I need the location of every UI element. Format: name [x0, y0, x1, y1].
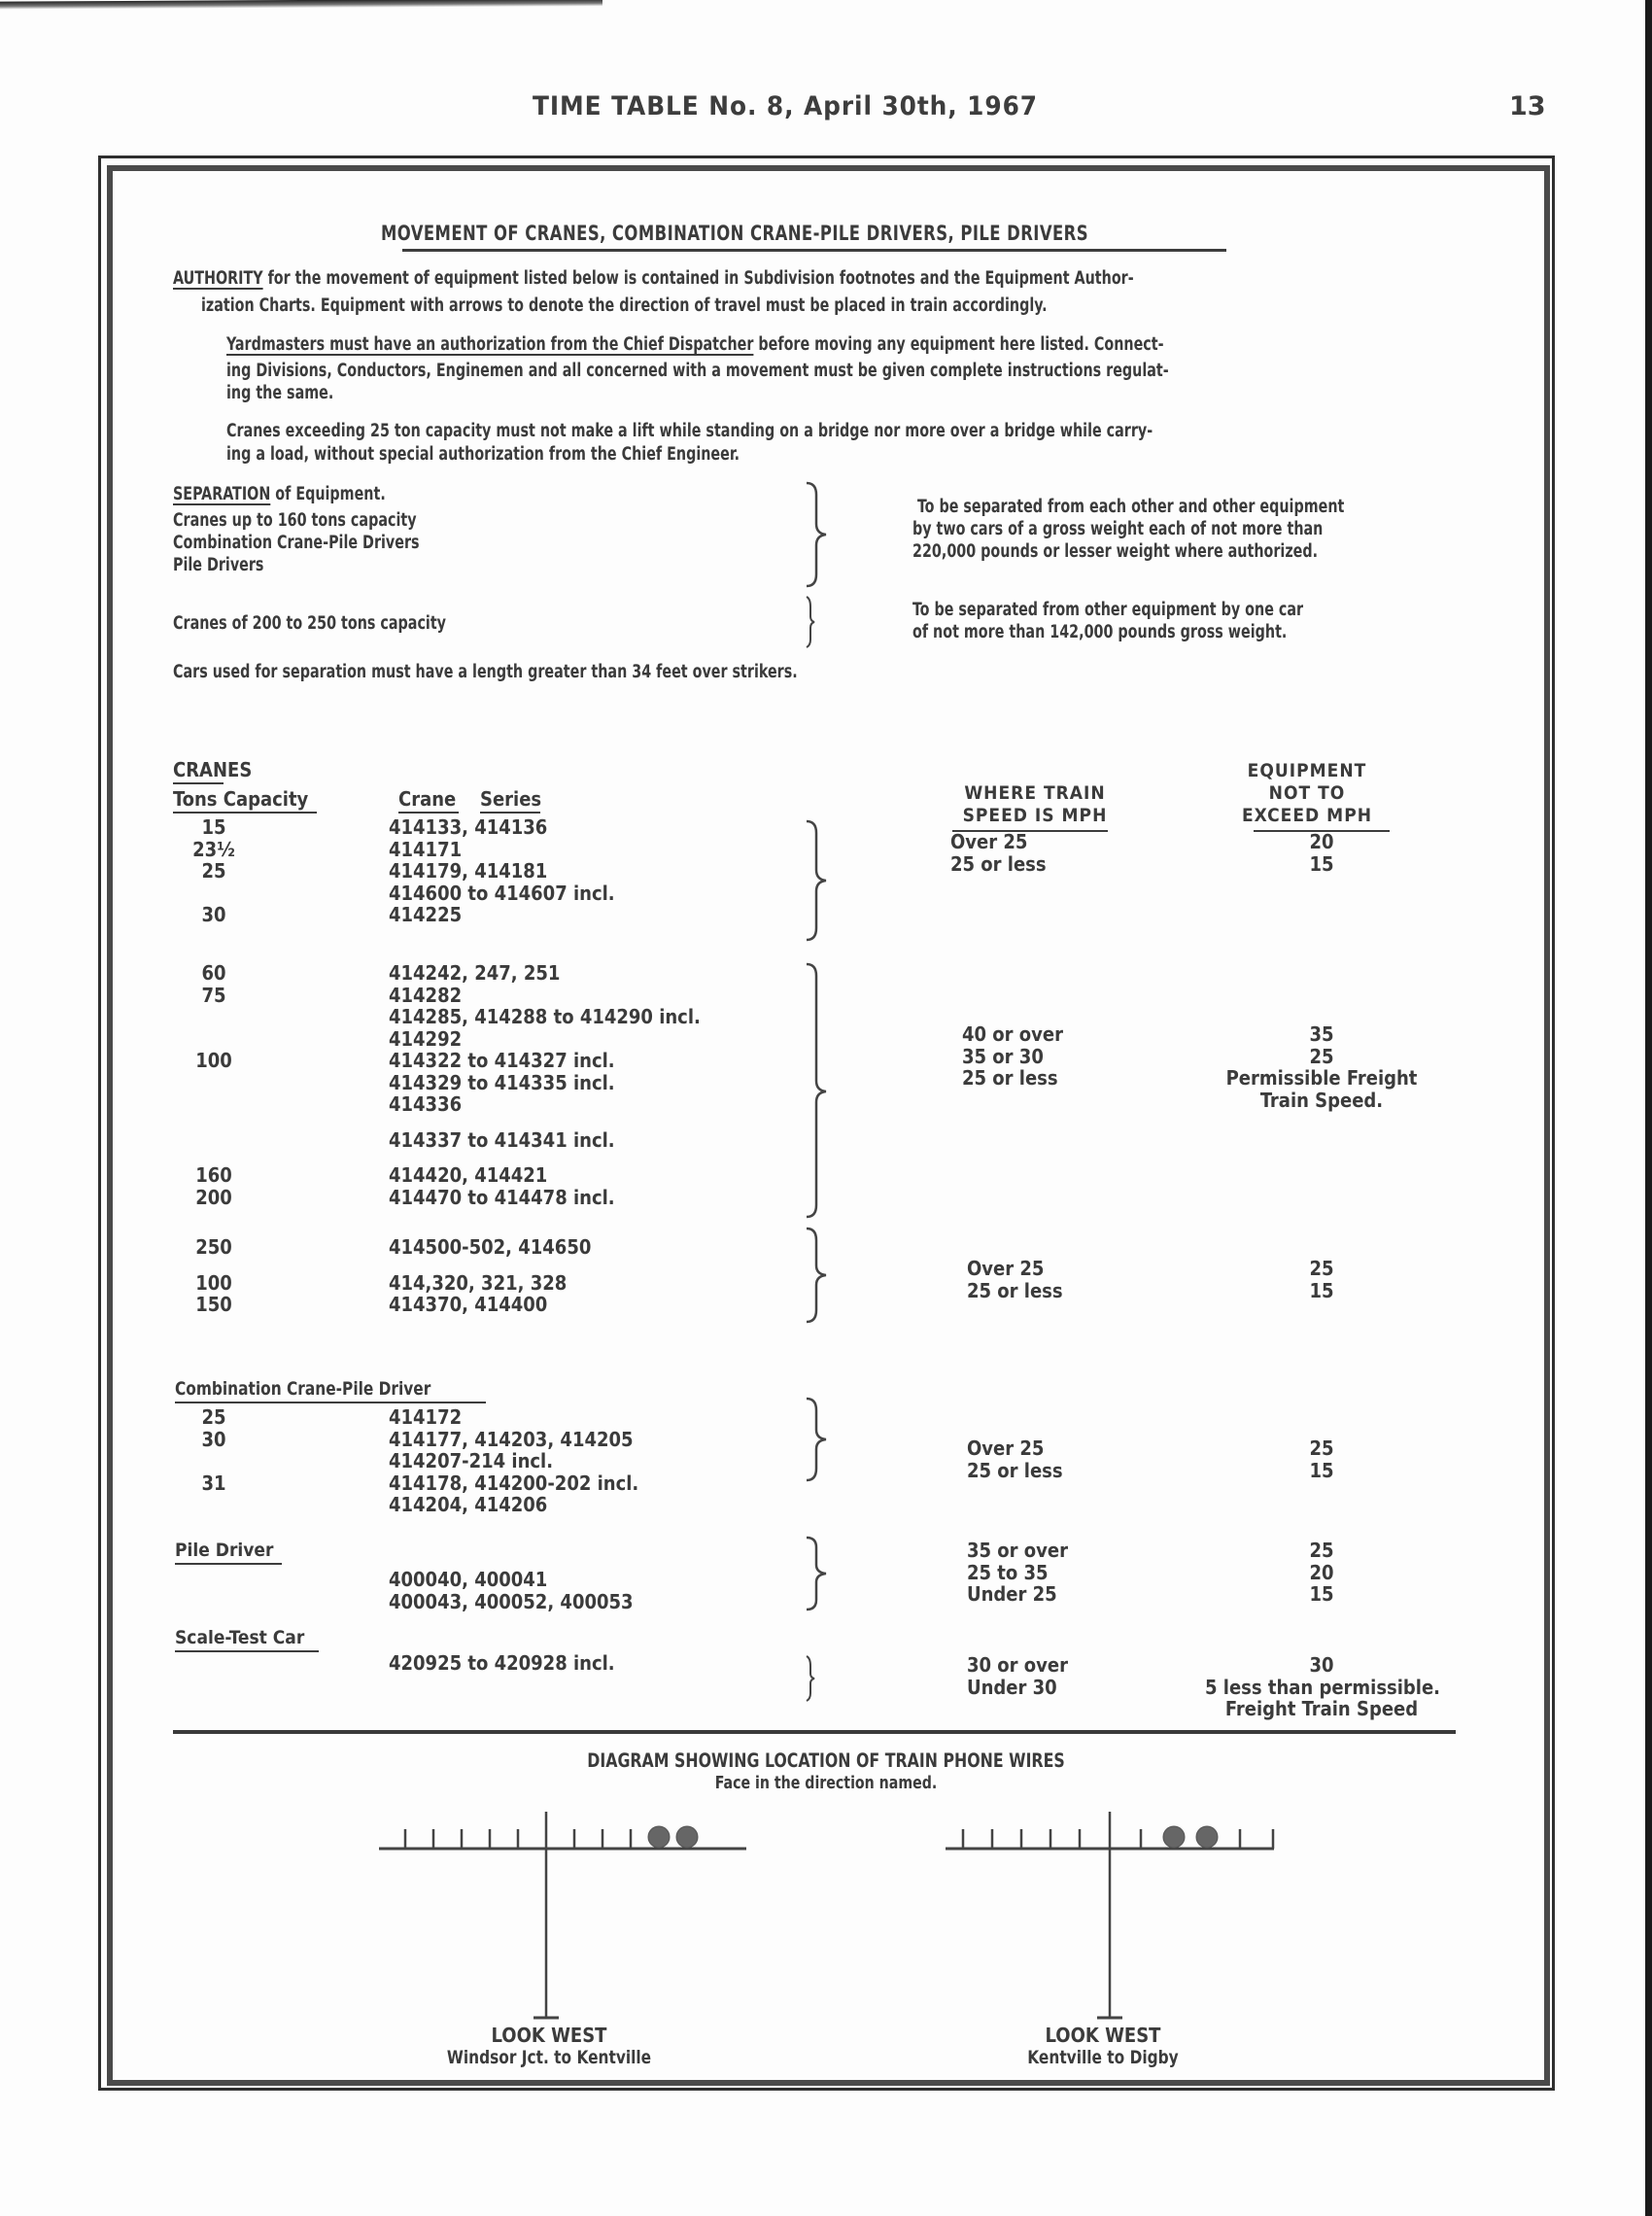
series-cell: 414337 to 414341 incl.	[389, 1127, 615, 1152]
series-cell: 414204, 414206	[389, 1493, 548, 1516]
speed-cell: 25 or less	[967, 1278, 1063, 1302]
series-cell: 414178, 414200-202 incl.	[389, 1471, 639, 1495]
table-bottom-rule	[173, 1730, 1456, 1734]
speed-cell: Under 30	[967, 1675, 1057, 1699]
speed-cell: Over 25	[967, 1437, 1045, 1460]
separation-item-pile-drivers: Pile Drivers	[173, 555, 264, 575]
col-header-series: Series	[480, 787, 542, 811]
separation-item-combination: Combination Crane-Pile Drivers	[173, 533, 420, 553]
authority-line-1: for the movement of equipment listed below is contained in Subdivision footnotes and the Equipment Author-	[262, 268, 1134, 289]
diagram-right-caption	[972, 2024, 1234, 2068]
diagram-header	[408, 1749, 1244, 1794]
series-cell: 414282	[389, 983, 463, 1007]
limit-cell: 35	[1309, 1022, 1334, 1046]
separation-lead: SEPARATION	[173, 484, 271, 504]
col-header-crane: Crane	[398, 787, 457, 811]
separation-lead-rest: of Equipment.	[270, 484, 386, 504]
col-header-capacity-underline	[173, 812, 317, 814]
speed-cell: 30 or over	[967, 1653, 1068, 1677]
limit-cell: Train Speed.	[1259, 1088, 1384, 1112]
capacity-cell: 100	[195, 1049, 232, 1072]
series-cell: 414179, 414181	[389, 859, 548, 883]
speed-cell: 25 or less	[967, 1458, 1063, 1482]
crane-group-1-brace	[805, 819, 834, 942]
yardmasters-lead: Yardmasters must have an authorization from the Chief Dispatcher	[226, 334, 754, 355]
authority-lead: AUTHORITY	[173, 268, 263, 289]
capacity-cell: 31	[201, 1471, 226, 1495]
limit-cell: 5 less than permissible.	[1205, 1675, 1441, 1699]
series-cell: 400040, 400041	[389, 1568, 548, 1591]
col-header-limit-line-3: EXCEED MPH	[1241, 805, 1373, 826]
phone-wire	[676, 1826, 698, 1848]
capacity-cell: 250	[195, 1235, 232, 1259]
page-number: 13	[1509, 91, 1546, 121]
cranes-section-label	[173, 759, 252, 781]
separation-item-cranes-160: Cranes up to 160 tons capacity	[173, 510, 417, 531]
scale-test-car-label-underline	[175, 1650, 319, 1652]
capacity-cell: 150	[195, 1293, 232, 1316]
section-title: MOVEMENT OF CRANES, COMBINATION CRANE-PILE DRIVERS, PILE DRIVERS	[381, 222, 1089, 245]
series-cell: 420925 to 420928 incl.	[389, 1651, 615, 1675]
diagram-left-route: Windsor Jct. to Kentville	[446, 2047, 652, 2068]
series-cell: 414242, 247, 251	[389, 961, 561, 985]
col-header-crane-underline	[398, 812, 459, 814]
limit-cell: 15	[1309, 851, 1334, 876]
series-cell: 414500-502, 414650	[389, 1235, 592, 1259]
col-header-speed-line-1: WHERE TRAIN	[964, 782, 1106, 804]
col-header-limit	[1229, 760, 1385, 827]
series-cell: 414370, 414400	[389, 1293, 548, 1316]
crane-group-2-brace	[805, 962, 834, 1220]
combination-label-underline	[175, 1402, 486, 1403]
series-cell: 414225	[389, 903, 463, 926]
series-cell: 400043, 400052, 400053	[389, 1589, 634, 1613]
separation-item-cranes-200-250: Cranes of 200 to 250 tons capacity	[173, 613, 447, 634]
separation-rule-2-line-1: To be separated from other equipment by one car	[912, 600, 1304, 620]
limit-cell: 25	[1309, 1539, 1334, 1562]
yardmasters-line-1: before moving any equipment here listed. Connect-	[753, 334, 1164, 355]
limit-cell: 25	[1309, 1044, 1334, 1068]
capacity-cell: 160	[195, 1163, 232, 1187]
limit-cell: 15	[1309, 1278, 1334, 1302]
scan-edge-right	[1645, 0, 1652, 2216]
diagram-left-caption	[369, 2024, 729, 2068]
speed-cell: 40 or over	[962, 1022, 1063, 1046]
series-cell: 414470 to 414478 incl.	[389, 1185, 615, 1209]
diagram-title: DIAGRAM SHOWING LOCATION OF TRAIN PHONE WIRES	[587, 1749, 1065, 1772]
limit-cell: 20	[1309, 830, 1334, 853]
combination-label: Combination Crane-Pile Driver	[175, 1378, 431, 1400]
crane-group-3-brace	[805, 1227, 834, 1324]
yardmasters-paragraph	[226, 333, 1164, 357]
speed-cell: Over 25	[967, 1257, 1045, 1280]
bridge-rule-line-2: ing a load, without special authorization from the Chief Engineer.	[226, 444, 740, 465]
separation-brace-2	[805, 595, 824, 648]
limit-cell: 15	[1309, 1458, 1334, 1482]
separation-brace-1	[805, 481, 834, 588]
diagram-left-direction: LOOK WEST	[491, 2024, 607, 2047]
speed-cell: 25 or less	[962, 1066, 1058, 1090]
capacity-cell: 15	[201, 815, 226, 839]
limit-cell: 30	[1309, 1653, 1334, 1677]
col-header-capacity: Tons Capacity	[173, 787, 309, 811]
col-header-speed-line-2: SPEED IS MPH	[962, 805, 1108, 826]
capacity-cell: 25	[201, 1405, 226, 1429]
series-cell: 414285, 414288 to 414290 incl.	[389, 1005, 701, 1028]
speed-cell: Over 25	[950, 830, 1028, 853]
series-cell: 414322 to 414327 incl.	[389, 1049, 615, 1072]
separation-rule-1-line-2: by two cars of a gross weight each of not more than	[912, 519, 1324, 539]
col-header-speed	[943, 782, 1127, 827]
limit-cell: 20	[1309, 1560, 1334, 1584]
pile-driver-label-underline	[175, 1563, 282, 1565]
section-title-underline	[402, 249, 1226, 252]
series-cell: 414171	[389, 837, 463, 861]
capacity-cell: 60	[201, 961, 226, 985]
limit-cell: 15	[1309, 1582, 1334, 1606]
pile-driver-brace	[805, 1536, 834, 1611]
cranes-label-underline	[173, 782, 224, 784]
separation-rule-2-line-2: of not more than 142,000 pounds gross weight.	[912, 622, 1288, 642]
scan-edge-top	[0, 0, 602, 10]
capacity-cell: 25	[201, 859, 226, 883]
scale-test-car-label: Scale-Test Car	[175, 1627, 305, 1648]
capacity-cell: 30	[201, 1427, 226, 1451]
capacity-cell: 30	[201, 903, 226, 926]
speed-cell: 35 or 30	[962, 1044, 1044, 1068]
limit-cell: 25	[1309, 1437, 1334, 1460]
capacity-cell: 23½	[192, 837, 235, 861]
capacity-cell: 100	[195, 1270, 232, 1295]
series-cell: 414172	[389, 1405, 463, 1429]
series-cell: 414292	[389, 1026, 463, 1051]
pile-driver-label: Pile Driver	[175, 1540, 274, 1561]
separation-heading	[173, 483, 386, 506]
separation-rule-1-line-3: 220,000 pounds or lesser weight where authorized.	[912, 541, 1319, 562]
yardmasters-line-2: ing Divisions, Conductors, Enginemen and all concerned with a movement must be given complete instructions regulat-	[226, 361, 1169, 381]
authority-paragraph	[173, 267, 1134, 291]
phone-wire-diagram-left	[369, 1798, 758, 2022]
separation-rule-1-line-1: To be separated from each other and other equipment	[917, 497, 1345, 517]
phone-wire	[1196, 1826, 1218, 1848]
col-header-limit-line-1: EQUIPMENT	[1247, 760, 1367, 781]
limit-cell: Freight Train Speed	[1224, 1697, 1419, 1720]
capacity-cell: 75	[201, 983, 226, 1007]
series-cell: 414329 to 414335 incl.	[389, 1070, 615, 1094]
speed-cell: Under 25	[967, 1582, 1057, 1606]
combination-brace	[805, 1397, 834, 1482]
limit-cell: 25	[1309, 1257, 1334, 1280]
capacity-cell: 200	[195, 1185, 232, 1209]
col-header-series-underline	[480, 812, 540, 814]
series-cell: 414336	[389, 1092, 463, 1116]
diagram-right-direction: LOOK WEST	[1045, 2024, 1161, 2047]
diagram-right-route: Kentville to Digby	[1027, 2047, 1179, 2068]
phone-wire	[1163, 1826, 1185, 1848]
yardmasters-line-3: ing the same.	[226, 383, 334, 403]
page-header-title: TIME TABLE No. 8, April 30th, 1967	[533, 91, 1039, 121]
phone-wire	[648, 1826, 670, 1848]
separation-footnote: Cars used for separation must have a length greater than 34 feet over strikers.	[173, 662, 798, 682]
phone-wire-diagram-right	[938, 1798, 1288, 2022]
bridge-rule-line-1: Cranes exceeding 25 ton capacity must not make a lift while standing on a bridge nor more over a bridge while carry-	[226, 421, 1153, 441]
series-cell: 414420, 414421	[389, 1163, 548, 1187]
speed-cell: 25 or less	[950, 851, 1047, 876]
limit-cell: Permissible Freight	[1225, 1066, 1418, 1090]
cranes-label-text: CRANES	[173, 758, 253, 781]
authority-line-2: ization Charts. Equipment with arrows to denote the direction of travel must be placed in train accordingly.	[201, 295, 1048, 316]
speed-cell: 35 or over	[967, 1539, 1068, 1562]
series-cell: 414177, 414203, 414205	[389, 1427, 634, 1451]
series-cell: 414,320, 321, 328	[389, 1270, 568, 1295]
col-header-limit-line-2: NOT TO	[1268, 782, 1346, 804]
scale-test-car-brace	[805, 1654, 824, 1703]
series-cell: 414133, 414136	[389, 815, 548, 839]
series-cell: 414600 to 414607 incl.	[389, 881, 615, 905]
speed-cell: 25 to 35	[967, 1560, 1049, 1584]
diagram-subtitle: Face in the direction named.	[714, 1774, 938, 1793]
series-cell: 414207-214 incl.	[389, 1449, 554, 1472]
